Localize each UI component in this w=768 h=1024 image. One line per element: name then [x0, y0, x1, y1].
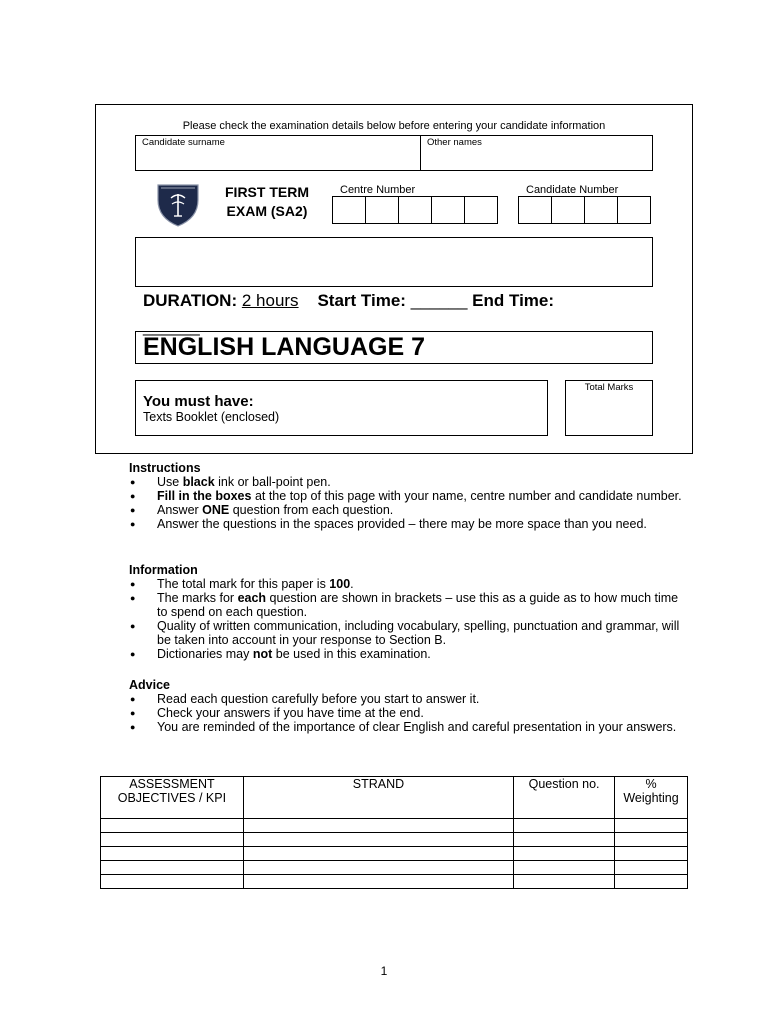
- table-cell[interactable]: [243, 833, 513, 847]
- total-marks-box[interactable]: [565, 380, 653, 436]
- list-item: ● You are reminded of the importance of clear English and careful presentation in your answers.: [129, 720, 689, 734]
- column-header-question-no: Question no.: [514, 777, 615, 819]
- you-must-have-box: [135, 380, 548, 436]
- centre-digit-box[interactable]: [398, 196, 432, 224]
- column-header-strand: STRAND: [243, 777, 513, 819]
- centre-digit-box[interactable]: [464, 196, 498, 224]
- information-section: [129, 563, 689, 661]
- information-heading: Information: [129, 563, 198, 577]
- table-cell[interactable]: [101, 861, 244, 875]
- table-row: [101, 847, 688, 861]
- table-row: [101, 875, 688, 889]
- centre-digit-box[interactable]: [365, 196, 399, 224]
- table-cell[interactable]: [101, 875, 244, 889]
- table-row: [101, 861, 688, 875]
- other-names-field[interactable]: [420, 135, 653, 171]
- table-cell[interactable]: [514, 833, 615, 847]
- table-cell[interactable]: [514, 875, 615, 889]
- table-cell[interactable]: [615, 861, 688, 875]
- table-cell[interactable]: [514, 819, 615, 833]
- exam-title: [214, 183, 320, 221]
- centre-number-boxes: [332, 196, 497, 224]
- table-row: [101, 819, 688, 833]
- exam-title-line1: FIRST TERM: [225, 184, 309, 200]
- page-number: 1: [380, 964, 388, 978]
- table-cell[interactable]: [615, 833, 688, 847]
- candidate-digit-box[interactable]: [617, 196, 651, 224]
- subject-title-box: [135, 331, 653, 364]
- exam-title-line2: EXAM (SA2): [226, 203, 308, 219]
- advice-section: [129, 678, 689, 734]
- candidate-number-label: Candidate Number: [526, 184, 619, 196]
- list-item: ● Dictionaries may not be used in this examination.: [129, 647, 689, 661]
- table-cell[interactable]: [243, 819, 513, 833]
- blank-info-box[interactable]: [135, 237, 653, 287]
- table-cell[interactable]: [243, 875, 513, 889]
- centre-digit-box[interactable]: [332, 196, 366, 224]
- candidate-surname-field[interactable]: [135, 135, 421, 171]
- centre-number-label: Centre Number: [340, 184, 416, 196]
- list-item: ● The marks for each question are shown in brackets – use this as a guide as to how much time to spend on each question.: [129, 591, 689, 619]
- you-must-have-item: Texts Booklet (enclosed): [143, 410, 280, 424]
- duration-value: 2 hours: [241, 291, 299, 310]
- advice-list: [129, 692, 689, 734]
- table-cell[interactable]: [615, 819, 688, 833]
- advice-heading: Advice: [129, 678, 170, 692]
- table-cell[interactable]: [615, 847, 688, 861]
- candidate-digit-box[interactable]: [584, 196, 618, 224]
- list-item: ● Use black ink or ball-point pen.: [129, 475, 689, 489]
- candidate-digit-box[interactable]: [551, 196, 585, 224]
- information-list: [129, 577, 689, 661]
- instructions-section: [129, 461, 689, 531]
- table-cell[interactable]: [101, 833, 244, 847]
- table-row: [101, 833, 688, 847]
- table-header-row: [101, 777, 688, 819]
- assessment-objectives-table: [100, 776, 688, 889]
- list-item: ● The total mark for this paper is 100.: [129, 577, 689, 591]
- instructions-heading: Instructions: [129, 461, 201, 475]
- other-names-label: Other names: [427, 137, 482, 148]
- candidate-digit-box[interactable]: [518, 196, 552, 224]
- you-must-have-heading: You must have:: [143, 393, 254, 410]
- column-header-weighting: % Weighting: [615, 777, 688, 819]
- table-cell[interactable]: [101, 847, 244, 861]
- end-time-blank[interactable]: ______: [143, 317, 200, 336]
- table-cell[interactable]: [101, 819, 244, 833]
- subject-title: ENGLISH LANGUAGE 7: [143, 333, 425, 361]
- total-marks-label: Total Marks: [584, 382, 634, 393]
- list-item: ● Read each question carefully before you start to answer it.: [129, 692, 689, 706]
- table-cell[interactable]: [514, 847, 615, 861]
- duration-label: DURATION:: [143, 291, 238, 310]
- end-time-label: End Time:: [472, 291, 555, 310]
- candidate-surname-label: Candidate surname: [142, 137, 225, 148]
- centre-digit-box[interactable]: [431, 196, 465, 224]
- list-item: ● Fill in the boxes at the top of this page with your name, centre number and candidate number.: [129, 489, 689, 503]
- list-item: ● Check your answers if you have time at the end.: [129, 706, 689, 720]
- school-crest-icon: [155, 182, 201, 228]
- start-time-blank[interactable]: ______: [410, 291, 468, 310]
- list-item: ● Answer ONE question from each question.: [129, 503, 689, 517]
- table-cell[interactable]: [514, 861, 615, 875]
- list-item: ● Answer the questions in the spaces provided – there may be more space than you need.: [129, 517, 689, 531]
- table-cell[interactable]: [243, 861, 513, 875]
- list-item: ● Quality of written communication, including vocabulary, spelling, punctuation and grammar, will be taken into account in your response to Section B.: [129, 619, 689, 647]
- check-details-note: Please check the examination details below before entering your candidate information: [182, 120, 606, 132]
- instructions-list: [129, 475, 689, 531]
- table-cell[interactable]: [243, 847, 513, 861]
- column-header-objectives: ASSESSMENT OBJECTIVES / KPI: [101, 777, 244, 819]
- start-time-label: Start Time:: [317, 291, 406, 310]
- table-cell[interactable]: [615, 875, 688, 889]
- candidate-number-boxes: [518, 196, 650, 224]
